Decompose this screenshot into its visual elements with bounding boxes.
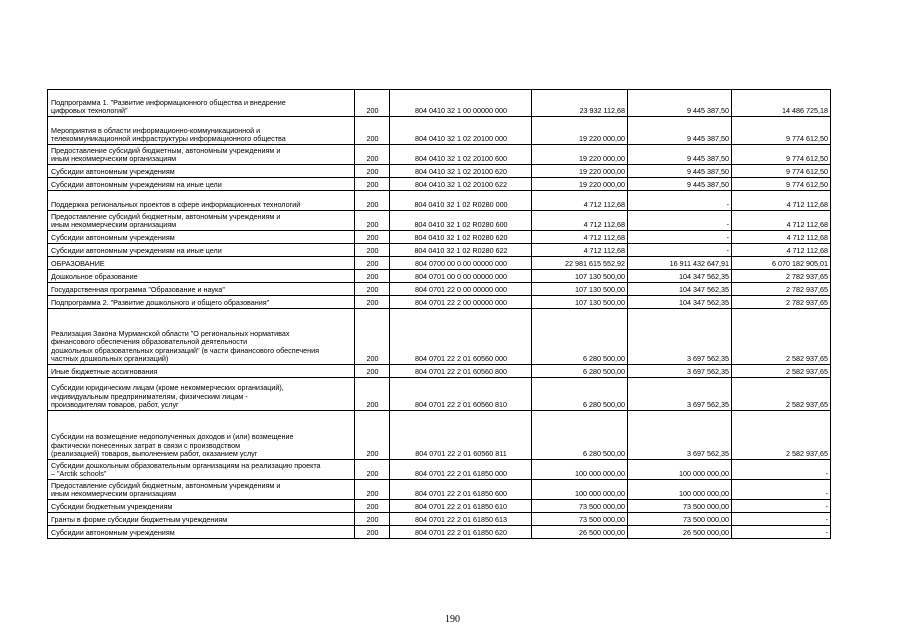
row-value1-cell: 107 130 500,00	[532, 270, 628, 283]
row-value1-cell: 22 981 615 552,92	[532, 257, 628, 270]
row-value1-cell: 26 500 000,00	[532, 526, 628, 539]
row-value2-cell: 26 500 000,00	[628, 526, 732, 539]
row-value1-cell: 73 500 000,00	[532, 513, 628, 526]
row-value1-cell: 19 220 000,00	[532, 145, 628, 165]
row-code-cell: 200	[355, 513, 390, 526]
row-name-cell: Предоставление субсидий бюджетным, автономным учреждениям и иным некоммерческим организациям	[48, 211, 355, 231]
table-row	[48, 309, 831, 365]
table-row	[48, 178, 831, 191]
row-name-cell: Государственная программа "Образование и наука"	[48, 283, 355, 296]
row-value2-cell: 100 000 000,00	[628, 460, 732, 480]
row-value1-cell: 4 712 112,68	[532, 191, 628, 211]
row-value2-cell: 100 000 000,00	[628, 480, 732, 500]
row-kbk-cell: 804 0701 22 2 01 61850 600	[390, 480, 532, 500]
row-value1-cell: 107 130 500,00	[532, 296, 628, 309]
row-code-cell: 200	[355, 480, 390, 500]
table-row	[48, 296, 831, 309]
row-code-cell: 200	[355, 296, 390, 309]
row-name-cell: Гранты в форме субсидии бюджетным учреждениям	[48, 513, 355, 526]
row-value2-cell: -	[628, 244, 732, 257]
row-name-cell: Субсидии бюджетным учреждениям	[48, 500, 355, 513]
row-value3-cell: 2 782 937,65	[732, 283, 831, 296]
row-name-cell: Подпрограмма 2. "Развитие дошкольного и общего образования"	[48, 296, 355, 309]
row-kbk-cell: 804 0701 22 0 00 00000 000	[390, 283, 532, 296]
page-number: 190	[445, 614, 460, 625]
row-value1-cell: 6 280 500,00	[532, 411, 628, 460]
row-kbk-cell: 804 0410 32 1 02 R0280 622	[390, 244, 532, 257]
row-name-cell: Подпрограмма 1. "Развитие информационного общества и внедрение цифровых технологий"	[48, 90, 355, 117]
row-code-cell: 200	[355, 145, 390, 165]
table-row	[48, 480, 831, 500]
row-value1-cell: 73 500 000,00	[532, 500, 628, 513]
row-kbk-cell: 804 0701 22 2 01 60560 811	[390, 411, 532, 460]
row-value3-cell: 9 774 612,50	[732, 145, 831, 165]
row-value2-cell: 3 697 562,35	[628, 411, 732, 460]
row-value3-cell: -	[732, 480, 831, 500]
row-value3-cell: 4 712 112,68	[732, 191, 831, 211]
row-value3-cell: -	[732, 513, 831, 526]
row-value3-cell: -	[732, 500, 831, 513]
row-code-cell: 200	[355, 500, 390, 513]
row-code-cell: 200	[355, 526, 390, 539]
row-name-cell: Реализация Закона Мурманской области "О региональных нормативах финансового обеспечения образовательной деятельности дошкольных образовательных организаций" (в части финансового обеспечения частных дошкольных организаций)	[48, 309, 355, 365]
row-name-cell: Субсидии юридическим лицам (кроме некоммерческих организаций), индивидуальным предпринимателям, физическим лицам - производителям товаров, работ, услуг	[48, 378, 355, 411]
row-value3-cell: 4 712 112,68	[732, 244, 831, 257]
table-row	[48, 270, 831, 283]
row-kbk-cell: 804 0701 22 2 01 60560 000	[390, 309, 532, 365]
row-value3-cell: 6 070 182 905,01	[732, 257, 831, 270]
row-kbk-cell: 804 0701 22 2 01 61850 000	[390, 460, 532, 480]
row-kbk-cell: 804 0701 22 2 01 60560 800	[390, 365, 532, 378]
row-kbk-cell: 804 0701 22 2 00 00000 000	[390, 296, 532, 309]
row-value2-cell: 73 500 000,00	[628, 513, 732, 526]
row-kbk-cell: 804 0410 32 1 02 20100 600	[390, 145, 532, 165]
row-name-cell: Предоставление субсидий бюджетным, автономным учреждениям и иным некоммерческим организациям	[48, 145, 355, 165]
row-value3-cell: 4 712 112,68	[732, 211, 831, 231]
row-value3-cell: 9 774 612,50	[732, 178, 831, 191]
table-row	[48, 231, 831, 244]
row-code-cell: 200	[355, 178, 390, 191]
row-value2-cell: 9 445 387,50	[628, 165, 732, 178]
table-row	[48, 500, 831, 513]
row-value1-cell: 6 280 500,00	[532, 378, 628, 411]
row-kbk-cell: 804 0410 32 1 02 R0280 600	[390, 211, 532, 231]
row-value1-cell: 19 220 000,00	[532, 178, 628, 191]
table-row	[48, 378, 831, 411]
row-value2-cell: 9 445 387,50	[628, 90, 732, 117]
row-name-cell: Субсидии автономным учреждениям	[48, 165, 355, 178]
row-name-cell: Мероприятия в области информационно-коммуникационной и телекоммуникационной инфраструктуры информационного общества	[48, 117, 355, 145]
row-name-cell: Поддержка региональных проектов в сфере информационных технологий	[48, 191, 355, 211]
table-row	[48, 411, 831, 460]
row-code-cell: 200	[355, 257, 390, 270]
row-kbk-cell: 804 0410 32 1 02 R0280 620	[390, 231, 532, 244]
row-value3-cell: 9 774 612,50	[732, 165, 831, 178]
row-value1-cell: 23 932 112,68	[532, 90, 628, 117]
row-code-cell: 200	[355, 309, 390, 365]
row-value1-cell: 4 712 112,68	[532, 211, 628, 231]
row-value2-cell: 73 500 000,00	[628, 500, 732, 513]
row-value1-cell: 100 000 000,00	[532, 480, 628, 500]
table-row	[48, 191, 831, 211]
row-value2-cell: 9 445 387,50	[628, 178, 732, 191]
row-value3-cell: 2 782 937,65	[732, 296, 831, 309]
table-row	[48, 365, 831, 378]
row-code-cell: 200	[355, 117, 390, 145]
table-row	[48, 211, 831, 231]
row-kbk-cell: 804 0701 00 0 00 00000 000	[390, 270, 532, 283]
row-value2-cell: -	[628, 191, 732, 211]
row-code-cell: 200	[355, 165, 390, 178]
row-value3-cell: 9 774 612,50	[732, 117, 831, 145]
row-value2-cell: 104 347 562,35	[628, 270, 732, 283]
row-name-cell: Субсидии автономным учреждениям	[48, 231, 355, 244]
row-code-cell: 200	[355, 191, 390, 211]
row-name-cell: Субсидии автономным учреждениям на иные цели	[48, 178, 355, 191]
row-value1-cell: 19 220 000,00	[532, 165, 628, 178]
row-value1-cell: 4 712 112,68	[532, 244, 628, 257]
row-name-cell: Субсидии автономным учреждениям на иные цели	[48, 244, 355, 257]
row-value2-cell: 16 911 432 647,91	[628, 257, 732, 270]
row-code-cell: 200	[355, 460, 390, 480]
row-value2-cell: 9 445 387,50	[628, 117, 732, 145]
row-value1-cell: 4 712 112,68	[532, 231, 628, 244]
row-value2-cell: 3 697 562,35	[628, 309, 732, 365]
row-code-cell: 200	[355, 411, 390, 460]
row-name-cell: Дошкольное образование	[48, 270, 355, 283]
row-value3-cell: 2 582 937,65	[732, 378, 831, 411]
row-kbk-cell: 804 0410 32 1 02 20100 622	[390, 178, 532, 191]
row-name-cell: Субсидии на возмещение недополученных доходов и (или) возмещение фактически понесенных затрат в связи с производством (реализацией) товаров, выполнением работ, оказанием услуг	[48, 411, 355, 460]
table-row	[48, 283, 831, 296]
row-code-cell: 200	[355, 270, 390, 283]
row-code-cell: 200	[355, 365, 390, 378]
row-value3-cell: 2 582 937,65	[732, 309, 831, 365]
table-row	[48, 244, 831, 257]
row-code-cell: 200	[355, 231, 390, 244]
row-kbk-cell: 804 0410 32 1 02 R0280 000	[390, 191, 532, 211]
row-value1-cell: 6 280 500,00	[532, 365, 628, 378]
row-code-cell: 200	[355, 378, 390, 411]
row-kbk-cell: 804 0410 32 1 02 20100 620	[390, 165, 532, 178]
table-row	[48, 117, 831, 145]
row-value2-cell: 104 347 562,35	[628, 283, 732, 296]
row-value3-cell: -	[732, 526, 831, 539]
row-name-cell: Предоставление субсидий бюджетным, автономным учреждениям и иным некоммерческим организациям	[48, 480, 355, 500]
row-kbk-cell: 804 0410 32 1 00 00000 000	[390, 90, 532, 117]
table-row	[48, 257, 831, 270]
budget-table-body	[48, 90, 831, 539]
row-value2-cell: -	[628, 231, 732, 244]
row-value3-cell: 2 582 937,65	[732, 365, 831, 378]
table-row	[48, 165, 831, 178]
row-value1-cell: 6 280 500,00	[532, 309, 628, 365]
row-kbk-cell: 804 0701 22 2 01 61850 613	[390, 513, 532, 526]
row-value3-cell: 4 712 112,68	[732, 231, 831, 244]
row-kbk-cell: 804 0410 32 1 02 20100 000	[390, 117, 532, 145]
table-row	[48, 526, 831, 539]
row-value2-cell: 3 697 562,35	[628, 365, 732, 378]
row-code-cell: 200	[355, 211, 390, 231]
row-value2-cell: 9 445 387,50	[628, 145, 732, 165]
row-name-cell: Субсидии автономным учреждениям	[48, 526, 355, 539]
row-name-cell: Субсидии дошкольным образовательным организациям на реализацию проекта – "Arctik schools"	[48, 460, 355, 480]
table-row	[48, 460, 831, 480]
row-value3-cell: 2 782 937,65	[732, 270, 831, 283]
table-row	[48, 90, 831, 117]
row-value1-cell: 100 000 000,00	[532, 460, 628, 480]
row-code-cell: 200	[355, 90, 390, 117]
row-kbk-cell: 804 0701 22 2 01 61850 620	[390, 526, 532, 539]
row-kbk-cell: 804 0701 22 2 01 60560 810	[390, 378, 532, 411]
row-value1-cell: 19 220 000,00	[532, 117, 628, 145]
row-value3-cell: -	[732, 460, 831, 480]
row-code-cell: 200	[355, 283, 390, 296]
row-value2-cell: 104 347 562,35	[628, 296, 732, 309]
row-value3-cell: 14 486 725,18	[732, 90, 831, 117]
row-name-cell: Иные бюджетные ассигнования	[48, 365, 355, 378]
row-code-cell: 200	[355, 244, 390, 257]
budget-table	[47, 89, 831, 539]
table-row	[48, 145, 831, 165]
row-value1-cell: 107 130 500,00	[532, 283, 628, 296]
row-name-cell: ОБРАЗОВАНИЕ	[48, 257, 355, 270]
row-kbk-cell: 804 0700 00 0 00 00000 000	[390, 257, 532, 270]
row-kbk-cell: 804 0701 22 2 01 61850 610	[390, 500, 532, 513]
table-row	[48, 513, 831, 526]
row-value3-cell: 2 582 937,65	[732, 411, 831, 460]
row-value2-cell: -	[628, 211, 732, 231]
row-value2-cell: 3 697 562,35	[628, 378, 732, 411]
